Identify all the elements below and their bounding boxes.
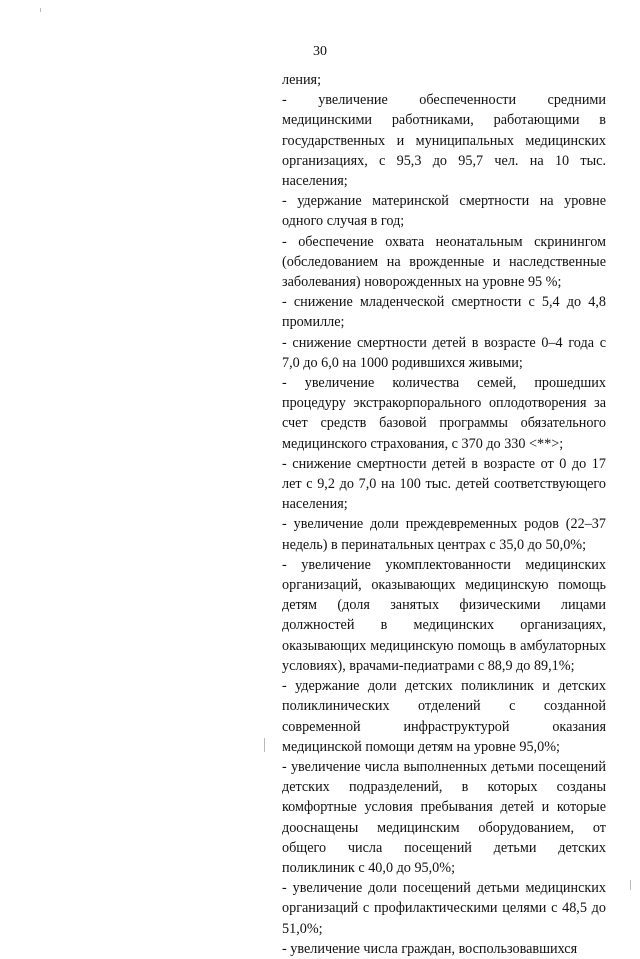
- paragraph: ления;: [282, 72, 322, 88]
- paragraph: - снижение младенческой смертности с 5,4 до 4,8 промилле;: [282, 294, 606, 331]
- paragraph: - увеличение укомплектованности медицинских организаций, оказывающих медицинскую помощь детям (доля занятых физическими лицами должностей в медицинских организациях, оказывающих медицинскую помощь в амбулаторных условиях), врачами-педиатрами с 88,9 до 89,1%;: [282, 556, 606, 674]
- paragraph: - увеличение количества семей, прошедших процедуру экстракорпорального оплодотворения за счет средств базовой программы обязательного медицинского страхования, с 370 до 330 <**>;: [282, 375, 606, 452]
- scan-speck: [40, 8, 41, 12]
- paragraph: - увеличение числа граждан, воспользовавшихся: [282, 940, 578, 957]
- scan-speck: [264, 738, 265, 752]
- paragraph: - увеличение доли преждевременных родов (22–37 недель) в перинатальных центрах с 35,0 до 50,0%;: [282, 516, 606, 553]
- paragraph: - увеличение числа выполненных детьми посещений детских подразделений, в которых созданы комфортные условия пребывания детей и которые дооснащены медицинским оборудованием, от общего числа посещений детьми детских поликлиник с 40,0 до 95,0%;: [282, 758, 606, 876]
- paragraph: - снижение смертности детей в возрасте от 0 до 17 лет с 9,2 до 7,0 на 100 тыс. детей соответствующего населения;: [282, 455, 606, 513]
- paragraph: - удержание материнской смертности на уровне одного случая в год;: [282, 193, 606, 230]
- paragraph: - увеличение обеспеченности средними медицинскими работниками, работающими в государственных и муниципальных медицинских организациях, с 95,3 до 95,7 чел. на 10 тыс. населения;: [282, 92, 606, 190]
- scan-speck: [630, 880, 631, 890]
- document-body: [282, 70, 606, 959]
- page-number: 30: [313, 44, 327, 59]
- paragraph: - удержание доли детских поликлиник и детских поликлинических отделений с созданной современной инфраструктурой оказания медицинской помощи детям на уровне 95,0%;: [282, 678, 606, 755]
- paragraph: - увеличение доли посещений детьми медицинских организаций с профилактическими целями с 48,5 до 51,0%;: [282, 880, 606, 937]
- paragraph: - обеспечение охвата неонатальным скринингом (обследованием на врожденные и наследственные заболевания) новорожденных на уровне 95 %;: [282, 233, 606, 291]
- paragraph: - снижение смертности детей в возрасте 0–4 года с 7,0 до 6,0 на 1000 родившихся живыми;: [282, 334, 606, 371]
